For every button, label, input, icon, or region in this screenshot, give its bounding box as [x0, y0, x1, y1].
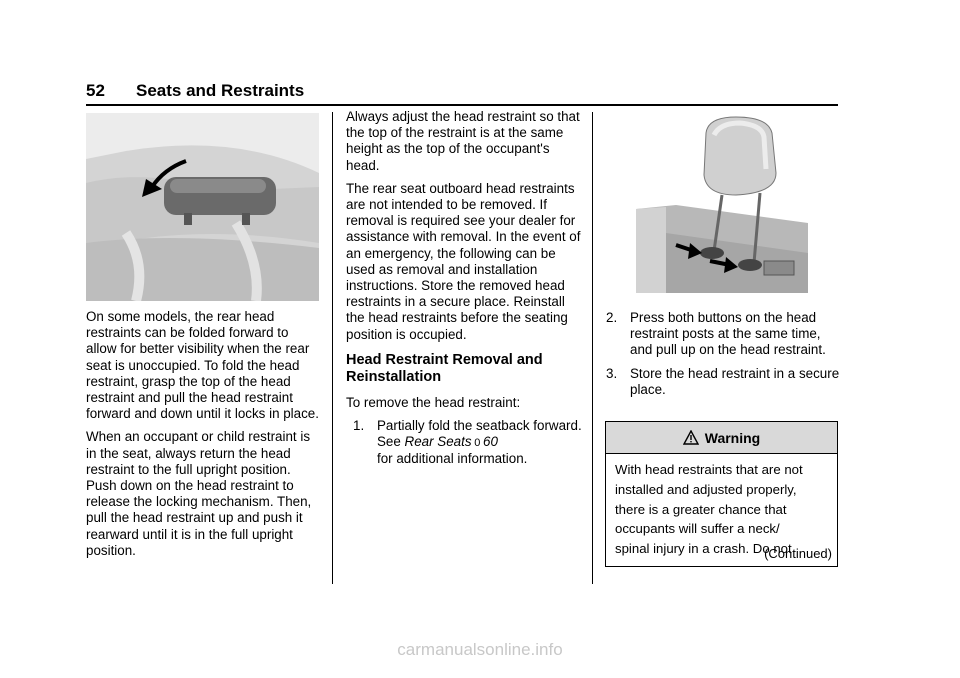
page-ref-symbol: 0: [474, 437, 481, 450]
rear-seats-link[interactable]: Rear Seats: [404, 434, 472, 450]
fold-head-restraint-drawing: [86, 113, 319, 301]
warning-title: Warning: [704, 429, 761, 446]
step-number: 1.: [353, 418, 365, 434]
fold-head-restraint-illustration: [86, 113, 319, 301]
step-number: 2.: [606, 310, 618, 325]
warning-triangle-icon: [683, 430, 699, 445]
watermark: carmanualsonline.info: [397, 640, 563, 659]
warning-line: occupants will suffer a neck/: [615, 521, 780, 537]
paragraph-fold-forward: On some models, the rear head restraints can be folded forward to allow for better visibility when the rear seat is unoccupied. To fold the head restraint, grasp the top of the head restraint and pull the head restraint forward and down until it locks in place.: [86, 309, 319, 422]
paragraph-return-upright: When an occupant or child restraint is in the seat, always return the head restraint to the full upright position. Push down on the head restraint to release the locking mechanism. Then, pull the head restraint up and push it rearward until it is in the full upright position.: [86, 429, 312, 558]
step-text-part: for additional information.: [377, 451, 528, 467]
step-text: [377, 418, 582, 468]
step-text: Store the head restraint in a secure place.: [630, 365, 840, 397]
step-3: [606, 366, 842, 398]
warning-box: [605, 421, 838, 567]
warning-line: installed and adjusted properly,: [615, 481, 797, 497]
left-column-text: [86, 309, 322, 566]
right-column-text: [606, 310, 842, 405]
warning-line: spinal injury in a crash. Do not: [615, 541, 792, 557]
paragraph-to-remove: To remove the head restraint:: [346, 394, 521, 410]
step-2: [606, 310, 842, 359]
warning-line: With head restraints that are not: [615, 462, 803, 477]
paragraph-not-removable: The rear seat outboard head restraints are not intended to be removed. If removal is required see your dealer for assistance with removal. In the event of an emergency, the following can be used as removal and installation instructions. Store the removed head restraints in a secure place. Reinstall the head restraints before the seating position is occupied.: [346, 180, 581, 342]
head-restraint-removal-drawing: [636, 113, 808, 293]
page-header: [86, 78, 838, 106]
head-restraint-removal-illustration: [636, 113, 808, 293]
warning-line: there is a greater chance that: [615, 501, 787, 517]
subheading-removal: Head Restraint Removal and Reinstallation: [346, 351, 543, 385]
step-text-part: Partially fold the seatback forward. See: [377, 418, 582, 450]
warning-header: [606, 422, 837, 454]
warning-body: [606, 454, 837, 559]
continued-label: (Continued): [764, 546, 832, 561]
step-text: Press both buttons on the head restraint posts at the same time, and pull up on the head restraint.: [630, 310, 826, 358]
step-number: 3.: [606, 365, 618, 381]
page-ref-link[interactable]: 60: [483, 434, 498, 450]
column-divider-left: [332, 112, 333, 584]
middle-column-text: [346, 109, 582, 475]
paragraph-adjust: Always adjust the head restraint so that the top of the restraint is at the same height as the top of the occupant's head.: [346, 109, 580, 173]
section-title: Seats and Restraints: [136, 81, 305, 100]
page-number: 52: [86, 81, 105, 100]
step-1: [353, 418, 582, 468]
column-divider-right: [592, 112, 593, 584]
